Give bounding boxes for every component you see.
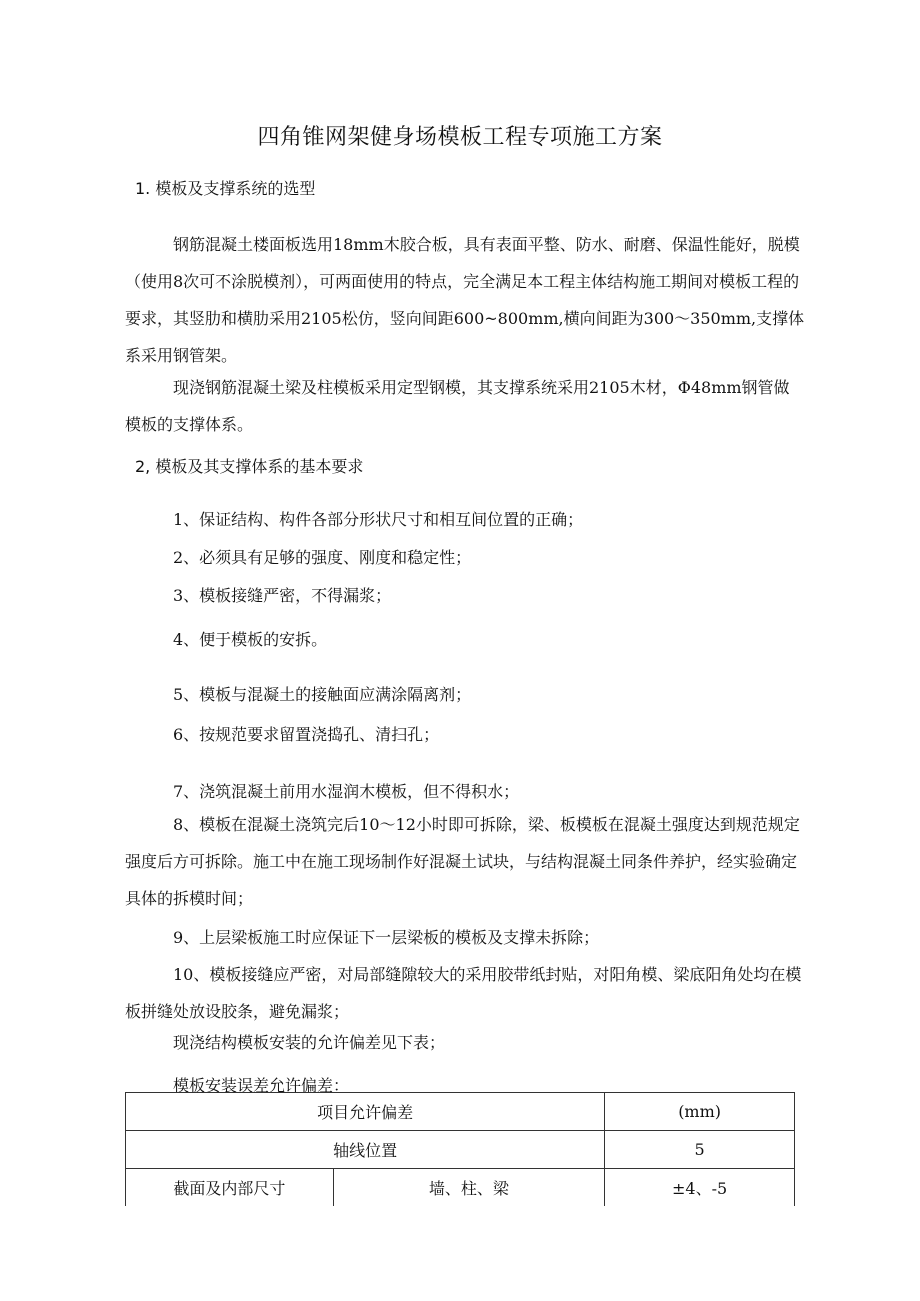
table-header-row bbox=[126, 1093, 795, 1131]
table-cell-value: 5 bbox=[605, 1131, 795, 1169]
table-cell-item: 轴线位置 bbox=[126, 1131, 605, 1169]
table-caption: 模板安装误差允许偏差： bbox=[173, 1076, 350, 1095]
table-row bbox=[126, 1169, 795, 1207]
requirement-item-4: 4、便于模板的安拆。 bbox=[173, 630, 328, 649]
section1-paragraph-1-text: 钢筋混凝土楼面板选用18mm木胶合板，具有表面平整、防水、耐磨、保温性能好，脱模（使用8次可不涂脱模剂），可两面使用的特点，完全满足本工程主体结构施工期间对模板工程的要求，其竖肋和横肋采用2105松仿，竖向间距600~800mm,横向间距为300～350mm,支撑体系采用钢管架。 bbox=[125, 235, 805, 365]
document-title: 四角锥网架健身场模板工程专项施工方案 bbox=[257, 125, 663, 150]
table-cell-subitem: 墙、柱、梁 bbox=[333, 1169, 605, 1207]
requirement-item-8-text: 8、模板在混凝土浇筑完后10～12小时即可拆除，梁、板模板在混凝土强度达到规范规定强度后方可拆除。施工中在施工现场制作好混凝土试块，与结构混凝土同条件养护，经实验确定具体的拆模时间； bbox=[125, 815, 800, 908]
requirement-item-8 bbox=[125, 806, 805, 917]
tolerance-table bbox=[125, 1092, 795, 1206]
section1-paragraph-2-text: 现浇钢筋混凝土梁及柱模板采用定型钢模，其支撑系统采用2105木材，Φ48mm钢管做模板的支撑体系。 bbox=[125, 378, 790, 434]
section2-heading: 2, 模板及其支撑体系的基本要求 bbox=[135, 457, 364, 476]
table-intro-note: 现浇结构模板安装的允许偏差见下表； bbox=[173, 1033, 446, 1052]
requirement-item-3: 3、模板接缝严密，不得漏浆； bbox=[173, 586, 392, 605]
requirement-item-10 bbox=[125, 956, 805, 1030]
requirement-item-10-text: 10、模板接缝应严密，对局部缝隙较大的采用胶带纸封贴，对阳角模、梁底阳角处均在模板拼缝处放设胶条，避免漏浆； bbox=[125, 965, 802, 1021]
section1-paragraph-2 bbox=[125, 369, 805, 443]
section1-paragraph-1 bbox=[125, 226, 805, 374]
section1-heading: 1. 模板及支撑系统的选型 bbox=[135, 179, 316, 198]
requirement-item-1: 1、保证结构、构件各部分形状尺寸和相互间位置的正确； bbox=[173, 510, 584, 529]
table-header-unit: (mm) bbox=[605, 1093, 795, 1131]
requirement-item-9: 9、上层梁板施工时应保证下一层梁板的模板及支撑未拆除； bbox=[173, 928, 600, 947]
table-header-item: 项目允许偏差 bbox=[126, 1093, 605, 1131]
requirement-item-6: 6、按规范要求留置浇捣孔、清扫孔； bbox=[173, 725, 440, 744]
table-cell-value: ±4、-5 bbox=[605, 1169, 795, 1207]
table-row bbox=[126, 1131, 795, 1169]
requirement-item-2: 2、必须具有足够的强度、刚度和稳定性； bbox=[173, 548, 472, 567]
table-cell-item: 截面及内部尺寸 bbox=[126, 1169, 334, 1207]
requirement-item-5: 5、模板与混凝土的接触面应满涂隔离剂； bbox=[173, 685, 472, 704]
requirement-item-7: 7、浇筑混凝土前用水湿润木模板，但不得积水； bbox=[173, 782, 520, 801]
